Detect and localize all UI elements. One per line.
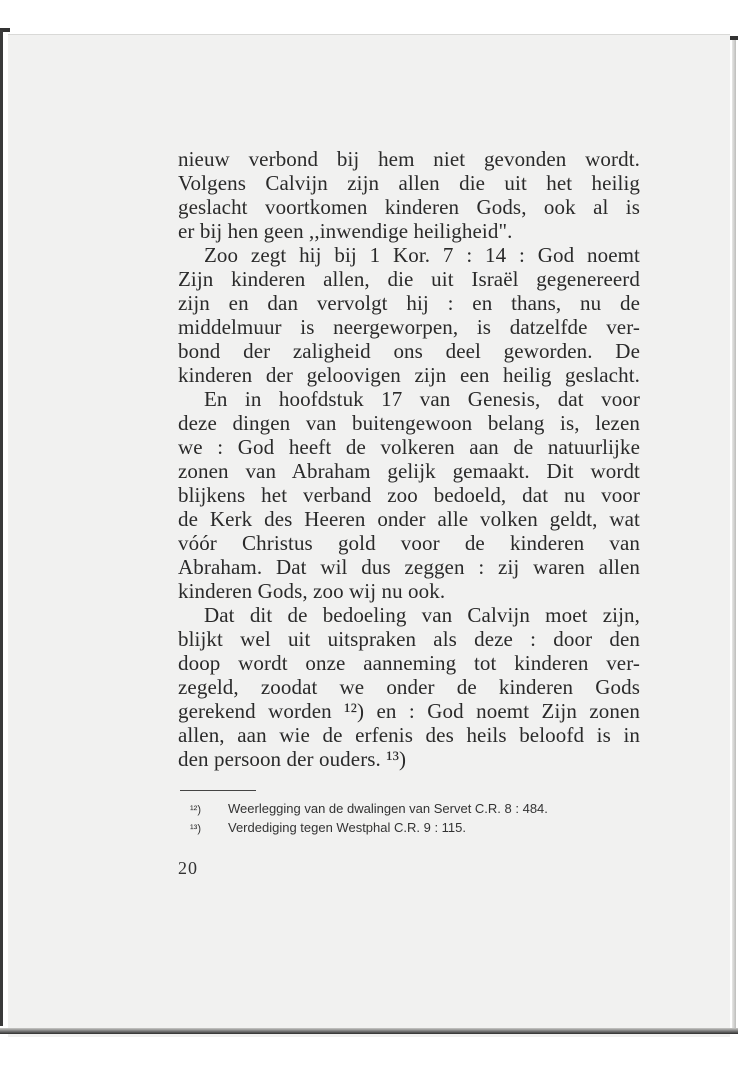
text-line: gerekend worden ¹²) en : God noemt Zijn zonen bbox=[178, 699, 640, 723]
text-line: Dat dit de bedoeling van Calvijn moet zijn, bbox=[204, 603, 640, 627]
text-line: we : God heeft de volkeren aan de natuurlijke bbox=[178, 435, 640, 459]
text-line: middelmuur is neergeworpen, is datzelfde ver- bbox=[178, 315, 640, 339]
text-line: Abraham. Dat wil dus zeggen : zij waren allen bbox=[178, 555, 640, 579]
text-line: Zoo zegt hij bij 1 Kor. 7 : 14 : God noemt bbox=[204, 243, 640, 267]
text-line: zijn en dan vervolgt hij : en thans, nu de bbox=[178, 291, 640, 315]
body-text bbox=[178, 147, 640, 771]
page-edge-right bbox=[732, 40, 736, 1030]
footnotes bbox=[190, 800, 630, 838]
text-line: geslacht voortkomen kinderen Gods, ook al is bbox=[178, 195, 640, 219]
footnote-number: ¹³) bbox=[190, 823, 201, 835]
text-line: kinderen der geloovigen zijn een heilig geslacht. bbox=[178, 363, 640, 387]
text-line: zegeld, zoodat we onder de kinderen Gods bbox=[178, 675, 640, 699]
footnote-rule bbox=[180, 790, 256, 791]
scan-edge-bottom bbox=[0, 1028, 738, 1034]
footnote-text: Verdediging tegen Westphal C.R. 9 : 115. bbox=[228, 820, 467, 835]
text-line: zonen van Abraham gelijk gemaakt. Dit wordt bbox=[178, 459, 640, 483]
text-line: doop wordt onze aanneming tot kinderen ver- bbox=[178, 651, 640, 675]
text-line: de Kerk des Heeren onder alle volken geldt, wat bbox=[178, 507, 640, 531]
text-line: er bij hen geen ,,inwendige heiligheid". bbox=[178, 219, 513, 243]
text-line: den persoon der ouders. ¹³) bbox=[178, 747, 407, 771]
footnote-number: ¹²) bbox=[190, 804, 201, 816]
footnote-text: Weerlegging van de dwalingen van Servet C.R. 8 : 484. bbox=[228, 801, 548, 816]
text-line: nieuw verbond bij hem niet gevonden wordt. bbox=[178, 147, 640, 171]
footnote bbox=[190, 800, 630, 819]
text-line: blijkens het verband zoo bedoeld, dat nu voor bbox=[178, 483, 640, 507]
footnote bbox=[190, 819, 630, 838]
text-line: Volgens Calvijn zijn allen die uit het heilig bbox=[178, 171, 640, 195]
text-line: Zijn kinderen allen, die uit Israël gegenereerd bbox=[178, 267, 640, 291]
text-line: deze dingen van buitengewoon belang is, lezen bbox=[178, 411, 640, 435]
text-line: bond der zaligheid ons deel geworden. De bbox=[178, 339, 640, 363]
text-line: vóór Christus gold voor de kinderen van bbox=[178, 531, 640, 555]
text-line: allen, aan wie de erfenis des heils beloofd is in bbox=[178, 723, 640, 747]
text-line: kinderen Gods, zoo wij nu ook. bbox=[178, 579, 446, 603]
page-number: 20 bbox=[178, 858, 198, 878]
scan-edge-left bbox=[0, 30, 3, 1026]
text-line: En in hoofdstuk 17 van Genesis, dat voor bbox=[204, 387, 640, 411]
text-line: blijkt wel uit uitspraken als deze : door den bbox=[178, 627, 640, 651]
